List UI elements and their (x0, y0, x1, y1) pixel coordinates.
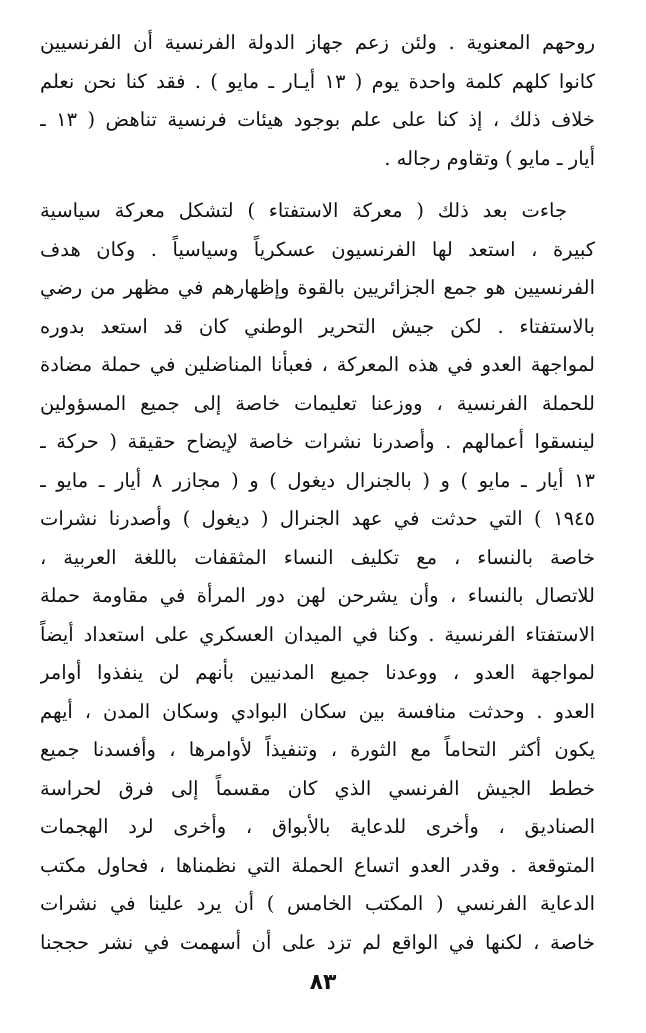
text-line: ١٣ أيار ـ مايو ) و ( بالجنرال ديغول ) و ( مجازر ٨ أيار ـ مايو ـ (40, 468, 595, 492)
text-line: خطط الجيش الفرنسي الذي كان مقسماً إلى فرق لحراسة (40, 776, 595, 800)
text-line: الفرنسيين هو جمع الجزائريين بالقوة وإظهارهم في مظهر من رضي (40, 276, 595, 299)
text-line: الدعاية الفرنسي ( المكتب الخامس ) أن يرد علينا في نشرات (40, 892, 595, 915)
text-line: كبيرة ، استعد لها الفرنسيون عسكرياً وسياسياً . وكان هدف (40, 237, 595, 261)
text-line: لمواجهة العدو ، ووعدنا جميع المدنيين بأنهم لن ينفذوا أوامر (40, 661, 595, 684)
text-line: جاءت بعد ذلك ( معركة الاستفتاء ) لتشكل معركة سياسية (40, 199, 567, 222)
page-number: ٨٣ (309, 970, 337, 995)
text-line: خلاف ذلك ، إذ كنا على علم بوجود هيئات فرنسية تناهض ( ١٣ ـ (40, 108, 595, 131)
text-line: خاصة بالنساء ، مع تكليف النساء المثقفات باللغة العربية ، (40, 545, 595, 569)
paragraph-2 (40, 192, 595, 962)
paragraph-1 (40, 24, 595, 178)
text-line: الصناديق ، وأخرى للدعاية بالأبواق ، وأخرى لرد الهجمات (40, 815, 595, 838)
text-line: لمواجهة العدو في هذه المعركة ، فعبأنا المناضلين في حملة مضادة (40, 353, 595, 376)
text-line: يكون أكثر التحاماً مع الثورة ، وتنفيذاً لأوامرها ، وأفسدنا جميع (40, 738, 595, 761)
text-line: للاتصال بالنساء ، وأن يشرحن لهن دور المرأة في مقاومة حملة (40, 584, 595, 607)
text-line: المتوقعة . وقدر العدو اتساع الحملة التي نظمناها ، فحاول مكتب (40, 853, 595, 877)
text-line: للحملة الفرنسية ، ووزعنا تعليمات خاصة إلى جميع المسؤولين (40, 391, 595, 415)
text-line: العدو . وحدثت منافسة بين سكان البوادي وسكان المدن ، أيهم (40, 699, 595, 723)
text-line: روحهم المعنوية . ولئن زعم جهاز الدولة الفرنسية أن الفرنسيين (40, 31, 595, 54)
text-line: أيار ـ مايو ) وتقاوم رجاله . (384, 146, 595, 170)
text-line: ١٩٤٥ ) التي حدثت في عهد الجنرال ( ديغول ) وأصدرنا نشرات (40, 507, 595, 530)
text-line: بالاستفتاء . لكن جيش التحرير الوطني كان قد استعد بدوره (40, 314, 595, 338)
text-line: كانوا كلهم كلمة واحدة يوم ( ١٣ أيـار ـ مايو ) . فقد كنا نحن نعلم (40, 69, 595, 93)
text-line: خاصة ، لكنها في الواقع لم تزد على أن أسهمت في نشر حججنا (40, 930, 595, 954)
text-line: لينسقوا أعمالهم . وأصدرنا نشرات خاصة لإيضاح حقيقة ( حركة ـ (40, 430, 595, 453)
text-line: الاستفتاء الفرنسية . وكنا في الميدان العسكري على استعداد أيضاً (40, 622, 595, 646)
